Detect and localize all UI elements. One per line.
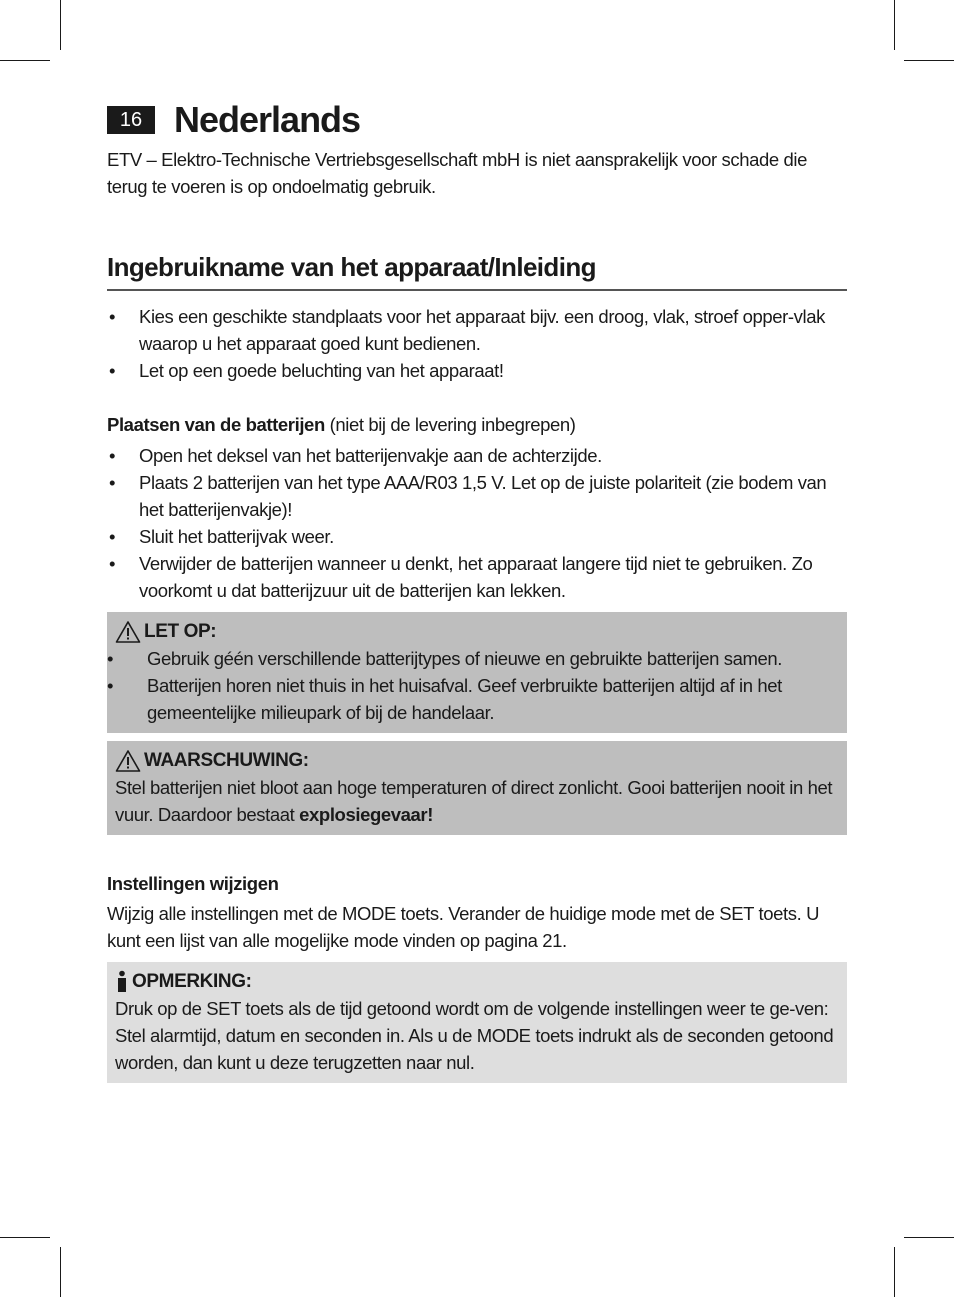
crop-mark (904, 60, 954, 61)
page-number: 16 (107, 106, 155, 134)
note-box-header (115, 968, 839, 995)
crop-mark (0, 60, 50, 61)
list-item: • Sluit het batterijvak weer. (107, 523, 847, 550)
section-title: Ingebruikname van het apparaat/Inleiding (107, 252, 847, 291)
liability-intro: ETV – Elektro-Technische Vertriebsgesellschaft mbH is niet aansprakelijk voor schade die terug te voeren is op ondoelmatig gebruik. (107, 149, 808, 197)
list-item: • Open het deksel van het batterijenvakje aan de achterzijde. (107, 442, 847, 469)
warning-text-bold: explosiegevaar! (299, 804, 433, 825)
crop-mark (904, 1237, 954, 1238)
caution-box-title: LET OP: (144, 621, 217, 642)
batteries-heading (107, 411, 847, 438)
batteries-heading-bold: Plaatsen van de batterijen (107, 414, 325, 435)
warning-box-header (115, 747, 839, 774)
list-item: • Plaats 2 batterijen van het type AAA/R03 1,5 V. Let op de juiste polariteit (zie bodem van het batterijenvakje)! (107, 469, 847, 523)
crop-mark (894, 0, 895, 50)
caution-box-header (115, 618, 839, 645)
list-item: • Let op een goede beluchting van het apparaat! (107, 357, 847, 384)
crop-mark (60, 0, 61, 50)
warning-text: Stel batterijen niet bloot aan hoge temperaturen of direct zonlicht. Gooi batterijen nooit in het vuur. Daardoor bestaat (115, 777, 833, 825)
warning-triangle-icon (115, 749, 141, 773)
crop-mark (894, 1247, 895, 1297)
note-box-title: OPMERKING: (132, 971, 252, 992)
list-item: • Verwijder de batterijen wanneer u denkt, het apparaat langere tijd niet te gebruiken. Zo voorkomt u dat batterijzuur uit de batterijen kan lekken. (107, 550, 847, 604)
settings-heading: Instellingen wijzigen (107, 873, 279, 894)
batteries-list (107, 442, 847, 604)
list-item: • Gebruik géén verschillende batterijtypes of nieuwe en gebruikte batterijen samen. (107, 645, 839, 672)
warning-box (107, 741, 847, 835)
note-box-text: Druk op de SET toets als de tijd getoond wordt om de volgende instellingen weer te ge-ven: Stel alarmtijd, datum en seconden in. Als u de MODE toets indrukt als de seconden getoond worden, dan kunt u deze terugzetten naar nul. (115, 998, 834, 1073)
warning-box-title: WAARSCHUWING: (144, 750, 309, 771)
warning-triangle-icon (115, 620, 141, 644)
info-icon (115, 970, 129, 994)
batteries-heading-note: (niet bij de levering inbegrepen) (329, 414, 576, 435)
crop-mark (0, 1237, 50, 1238)
setup-list (107, 303, 847, 384)
crop-mark (60, 1247, 61, 1297)
list-item: • Kies een geschikte standplaats voor het apparaat bijv. een droog, vlak, stroef opper-vlak waarop u het apparaat goed kunt bedienen. (107, 303, 847, 357)
caution-list (107, 645, 839, 726)
page-header (107, 100, 847, 140)
language-title: Nederlands (174, 99, 361, 140)
page-content (107, 100, 847, 1083)
list-item: • Batterijen horen niet thuis in het huisafval. Geef verbruikte batterijen altijd af in het gemeentelijke milieupark of bij de handelaar. (107, 672, 839, 726)
caution-box (107, 612, 847, 733)
settings-text: Wijzig alle instellingen met de MODE toets. Verander de huidige mode met de SET toets. U kunt een lijst van alle mogelijke mode vinden op pagina 21. (107, 903, 820, 951)
warning-box-text (115, 774, 839, 828)
note-box (107, 962, 847, 1083)
